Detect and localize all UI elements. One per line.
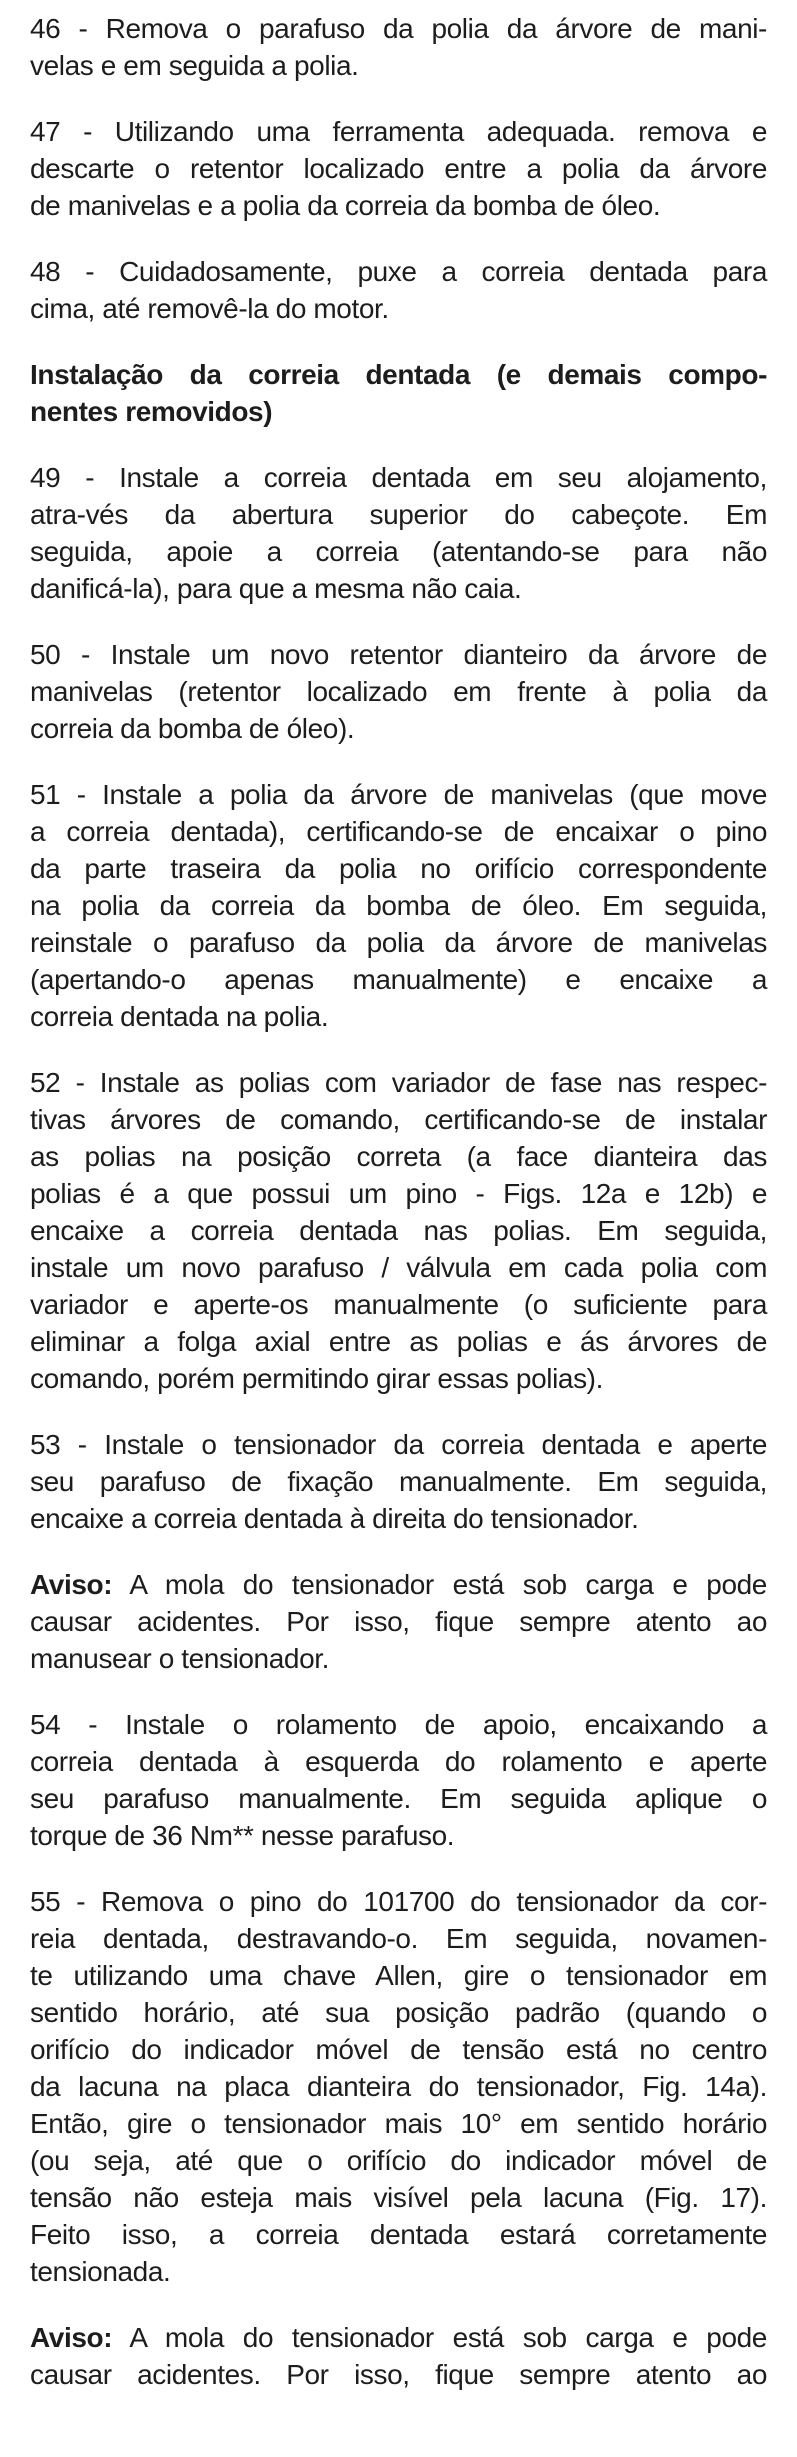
warning-line (30, 1566, 767, 1603)
warning-line: causar acidentes. Por isso, fique sempre atento ao (30, 1606, 767, 1637)
text-line: seu parafuso manualmente. Em seguida aplique o (30, 1783, 767, 1814)
text-line: instale um novo parafuso / válvula em cada polia com (30, 1252, 767, 1283)
text-line: danificá-la), para que a mesma não caia. (30, 573, 522, 604)
text-line: 51 - Instale a polia da árvore de manivelas (que move (30, 779, 767, 810)
text-line: comando, porém permitindo girar essas polias). (30, 1363, 603, 1394)
text-line: encaixe a correia dentada nas polias. Em seguida, (30, 1215, 767, 1246)
text-line: 48 - Cuidadosamente, puxe a correia dentada para (30, 256, 767, 287)
step-48-paragraph (30, 253, 767, 327)
warning-label: Aviso: (30, 2322, 113, 2353)
text-line: reinstale o parafuso da polia da árvore de manivelas (30, 927, 767, 958)
text-line: sentido horário, até sua posição padrão (quando o (30, 1997, 767, 2028)
text-line: encaixe a correia dentada à direita do tensionador. (30, 1503, 639, 1534)
text-line: cima, até removê-la do motor. (30, 293, 389, 324)
text-line: tensionada. (30, 2256, 171, 2287)
text-line: da lacuna na placa dianteira do tensionador, Fig. 14a). (30, 2071, 767, 2102)
text-line: Então, gire o tensionador mais 10° em sentido horário (30, 2108, 767, 2139)
text-line: descarte o retentor localizado entre a polia da árvore (30, 153, 767, 184)
text-line: 50 - Instale um novo retentor dianteiro da árvore de (30, 639, 767, 670)
warning-line: manusear o tensionador. (30, 1643, 330, 1674)
warning-line: causar acidentes. Por isso, fique sempre atento ao (30, 2359, 767, 2390)
text-line: manivelas (retentor localizado em frente à polia da (30, 676, 767, 707)
warning-tensioner-2 (30, 2319, 767, 2393)
text-line: Feito isso, a correia dentada estará corretamente (30, 2219, 767, 2250)
step-51-paragraph (30, 776, 767, 1035)
step-55-paragraph (30, 1883, 767, 2290)
text-line: 46 - Remova o parafuso da polia da árvore de mani- (30, 13, 767, 44)
section-heading (30, 356, 767, 430)
text-line: 47 - Utilizando uma ferramenta adequada. remova e (30, 116, 767, 147)
text-line: orifício do indicador móvel de tensão está no centro (30, 2034, 767, 2065)
step-46-paragraph (30, 10, 767, 84)
text-line: de manivelas e a polia da correia da bomba de óleo. (30, 190, 661, 221)
text-line: atra-vés da abertura superior do cabeçote. Em (30, 499, 767, 530)
text-line: eliminar a folga axial entre as polias e ás árvores de (30, 1326, 767, 1357)
step-47-paragraph (30, 113, 767, 224)
warning-text: A mola do tensionador está sob carga e pode (129, 1569, 767, 1600)
text-line: seguida, apoie a correia (atentando-se para não (30, 536, 767, 567)
text-line: 55 - Remova o pino do 101700 do tensionador da cor- (30, 1886, 767, 1917)
text-line: correia dentada na polia. (30, 1001, 329, 1032)
heading-line: nentes removidos) (30, 396, 273, 427)
text-line: (ou seja, até que o orifício do indicador móvel de (30, 2145, 767, 2176)
step-54-paragraph (30, 1706, 767, 1854)
text-line: 49 - Instale a correia dentada em seu alojamento, (30, 462, 767, 493)
text-line: (apertando-o apenas manualmente) e encaixe a (30, 964, 767, 995)
text-line: correia da bomba de óleo). (30, 713, 355, 744)
text-line: te utilizando uma chave Allen, gire o tensionador em (30, 1960, 767, 1991)
text-line: tivas árvores de comando, certificando-se de instalar (30, 1104, 767, 1135)
text-line: correia dentada à esquerda do rolamento e aperte (30, 1746, 767, 1777)
text-line: torque de 36 Nm** nesse parafuso. (30, 1820, 455, 1851)
text-line: variador e aperte-os manualmente (o suficiente para (30, 1289, 767, 1320)
text-line: as polias na posição correta (a face dianteira das (30, 1141, 767, 1172)
step-53-paragraph (30, 1426, 767, 1537)
step-49-paragraph (30, 459, 767, 607)
text-line: 52 - Instale as polias com variador de fase nas respec- (30, 1067, 767, 1098)
text-line: seu parafuso de fixação manualmente. Em seguida, (30, 1466, 767, 1497)
warning-line (30, 2319, 767, 2356)
text-line: 53 - Instale o tensionador da correia dentada e aperte (30, 1429, 767, 1460)
text-line: a correia dentada), certificando-se de encaixar o pino (30, 816, 767, 847)
text-line: 54 - Instale o rolamento de apoio, encaixando a (30, 1709, 767, 1740)
text-line: na polia da correia da bomba de óleo. Em seguida, (30, 890, 767, 921)
warning-text: A mola do tensionador está sob carga e pode (129, 2322, 767, 2353)
warning-tensioner-1 (30, 1566, 767, 1677)
text-line: tensão não esteja mais visível pela lacuna (Fig. 17). (30, 2182, 767, 2213)
text-line: velas e em seguida a polia. (30, 50, 359, 81)
step-52-paragraph (30, 1064, 767, 1397)
warning-label: Aviso: (30, 1569, 113, 1600)
text-line: reia dentada, destravando-o. Em seguida, novamen- (30, 1923, 767, 1954)
heading-line: Instalação da correia dentada (e demais compo- (30, 359, 767, 390)
text-line: da parte traseira da polia no orifício correspondente (30, 853, 767, 884)
step-50-paragraph (30, 636, 767, 747)
text-line: polias é a que possui um pino - Figs. 12a e 12b) e (30, 1178, 767, 1209)
